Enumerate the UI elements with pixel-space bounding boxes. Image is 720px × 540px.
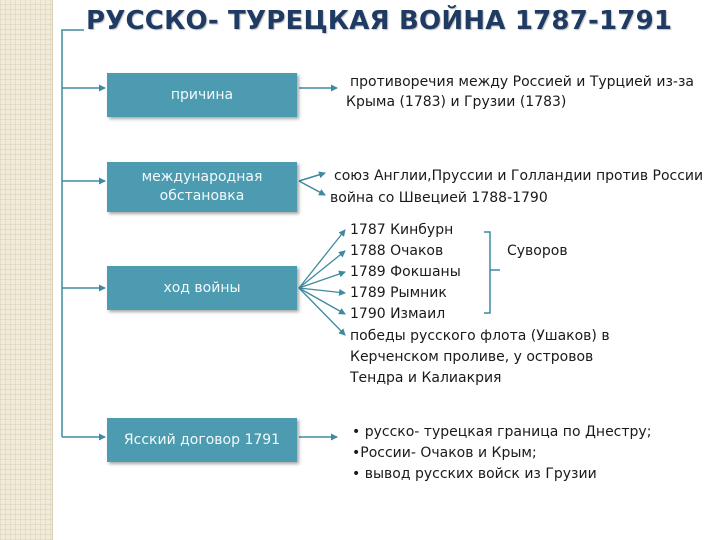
situation-text-2: война со Швецией 1788-1790 — [330, 190, 548, 206]
trunk-line — [62, 30, 84, 437]
box-course — [107, 266, 297, 310]
box-situation-label-1: международная — [141, 169, 263, 185]
cause-text-2: Крыма (1783) и Грузии (1783) — [346, 94, 567, 110]
treaty-bullet-1: • русско- турецкая граница по Днестру; — [352, 424, 652, 440]
box-treaty-label: Ясский договор 1791 — [123, 431, 281, 448]
arrow-course-6 — [299, 288, 345, 335]
suvorov-bracket — [484, 232, 500, 313]
treaty-bullet-2: •России- Очаков и Крым; — [352, 445, 537, 461]
course-event-4: 1789 Рымник — [350, 285, 447, 301]
box-situation-label-2: обстановка — [159, 188, 245, 204]
box-cause — [107, 73, 297, 117]
commander-label: Суворов — [507, 243, 568, 259]
cause-text-1: противоречия между Россией и Турцией из-за — [350, 74, 694, 90]
course-event-1: 1787 Кинбурн — [350, 222, 454, 238]
fleet-text-2: Керченском проливе, у островов — [350, 349, 594, 365]
course-event-3: 1789 Фокшаны — [350, 264, 461, 280]
box-course-label: ход войны — [163, 279, 241, 296]
situation-text-1: союз Англии,Пруссии и Голландии против России — [334, 168, 704, 184]
arrow-course-2 — [299, 251, 345, 288]
arrow-course-1 — [299, 230, 345, 288]
arrow-situation-2 — [299, 181, 325, 195]
box-cause-label: причина — [170, 86, 234, 103]
arrow-situation-1 — [299, 173, 325, 181]
fleet-text-3: Тендра и Калиакрия — [350, 370, 502, 386]
box-situation — [107, 162, 297, 212]
course-event-2: 1788 Очаков — [350, 243, 444, 259]
course-event-5: 1790 Измаил — [350, 306, 446, 322]
fleet-text-1: победы русского флота (Ушаков) в — [350, 328, 610, 344]
box-treaty — [107, 418, 297, 462]
page-title: РУССКО- ТУРЕЦКАЯ ВОЙНА 1787-1791 — [86, 6, 673, 36]
treaty-bullet-3: • вывод русских войск из Грузии — [352, 466, 597, 482]
